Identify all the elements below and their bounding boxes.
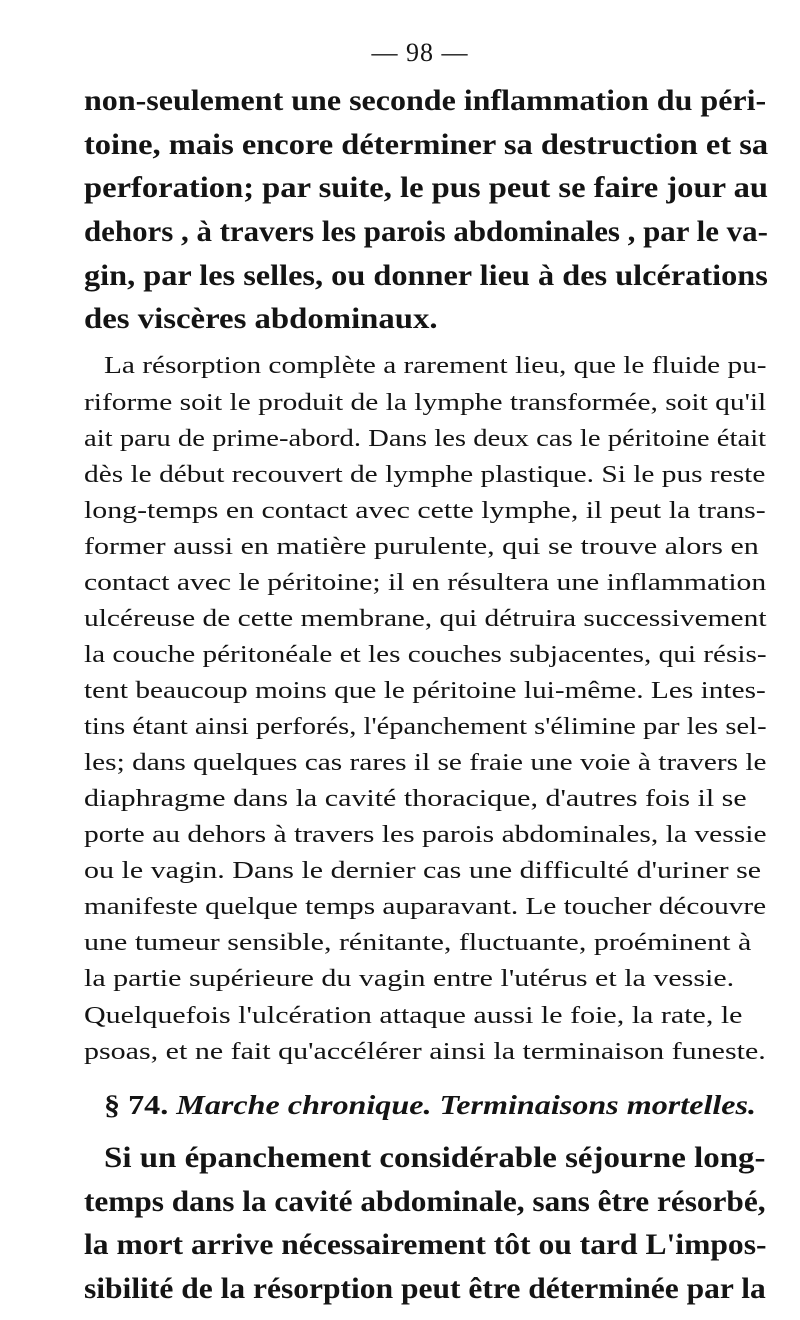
text-line: diaphragme dans la cavité thoracique, d'autres fois il se xyxy=(84,786,747,812)
text-line: dehors , à travers les parois abdominales , par le va- xyxy=(84,215,768,248)
text-line: gin, par les selles, ou donner lieu à des ulcérations xyxy=(84,259,768,292)
page-number: — 98 — xyxy=(371,38,469,67)
text-line: psoas, et ne fait qu'accélérer ainsi la terminaison funeste. xyxy=(84,1039,766,1065)
text-line: porte au dehors à travers les parois abdominales, la vessie xyxy=(84,822,767,848)
text-line: former aussi en matière purulente, qui se trouve alors en xyxy=(84,534,759,560)
text-line: contact avec le péritoine; il en résultera une inflammation xyxy=(84,570,767,596)
text-line: manifeste quelque temps auparavant. Le toucher découvre xyxy=(84,894,767,920)
text-line: temps dans la cavité abdominale, sans être résorbé, xyxy=(84,1185,766,1218)
text-line: une tumeur sensible, rénitante, fluctuante, proéminent à xyxy=(84,930,752,956)
text-line: non-seulement une seconde inflammation du péri- xyxy=(84,84,767,117)
text-line: dès le début recouvert de lymphe plastique. Si le pus reste xyxy=(84,462,766,488)
text-line: Quelquefois l'ulcération attaque aussi le foie, la rate, le xyxy=(84,1003,743,1029)
text-line: perforation; par suite, le pus peut se faire jour au xyxy=(84,171,768,204)
text-line: tins étant ainsi perforés, l'épanchement s'élimine par les sel- xyxy=(84,714,767,740)
section-heading xyxy=(104,1090,756,1121)
text-line: tent beaucoup moins que le péritoine lui-même. Les intes- xyxy=(84,678,766,704)
text-line: la mort arrive nécessairement tôt ou tard L'impos- xyxy=(84,1228,767,1261)
text-line: des viscères abdominaux. xyxy=(84,302,438,335)
text-line: long-temps en contact avec cette lymphe, il peut la trans- xyxy=(84,498,766,524)
text-line: sibilité de la résorption peut être déterminée par la xyxy=(84,1272,766,1305)
text-line: les; dans quelques cas rares il se fraie une voie à travers le xyxy=(84,750,767,776)
text-line: riforme soit le produit de la lymphe transformée, soit qu'il xyxy=(84,390,767,416)
text-line: ulcéreuse de cette membrane, qui détruira successivement xyxy=(84,606,767,632)
text-line: la couche péritonéale et les couches subjacentes, qui résis- xyxy=(84,642,767,668)
text-line: Si un épanchement considérable séjourne long- xyxy=(104,1141,766,1174)
text-line: la partie supérieure du vagin entre l'utérus et la vessie. xyxy=(84,966,735,992)
text-line: ait paru de prime-abord. Dans les deux cas le péritoine était xyxy=(84,426,767,452)
section-number: § 74. xyxy=(104,1090,169,1120)
text-line: La résorption complète a rarement lieu, que le fluide pu- xyxy=(104,353,767,379)
text-line: ou le vagin. Dans le dernier cas une difficulté d'uriner se xyxy=(84,858,762,884)
section-title: Marche chronique. Terminaisons mortelles. xyxy=(176,1090,757,1120)
text-line: toine, mais encore déterminer sa destruction et sa xyxy=(84,128,769,161)
